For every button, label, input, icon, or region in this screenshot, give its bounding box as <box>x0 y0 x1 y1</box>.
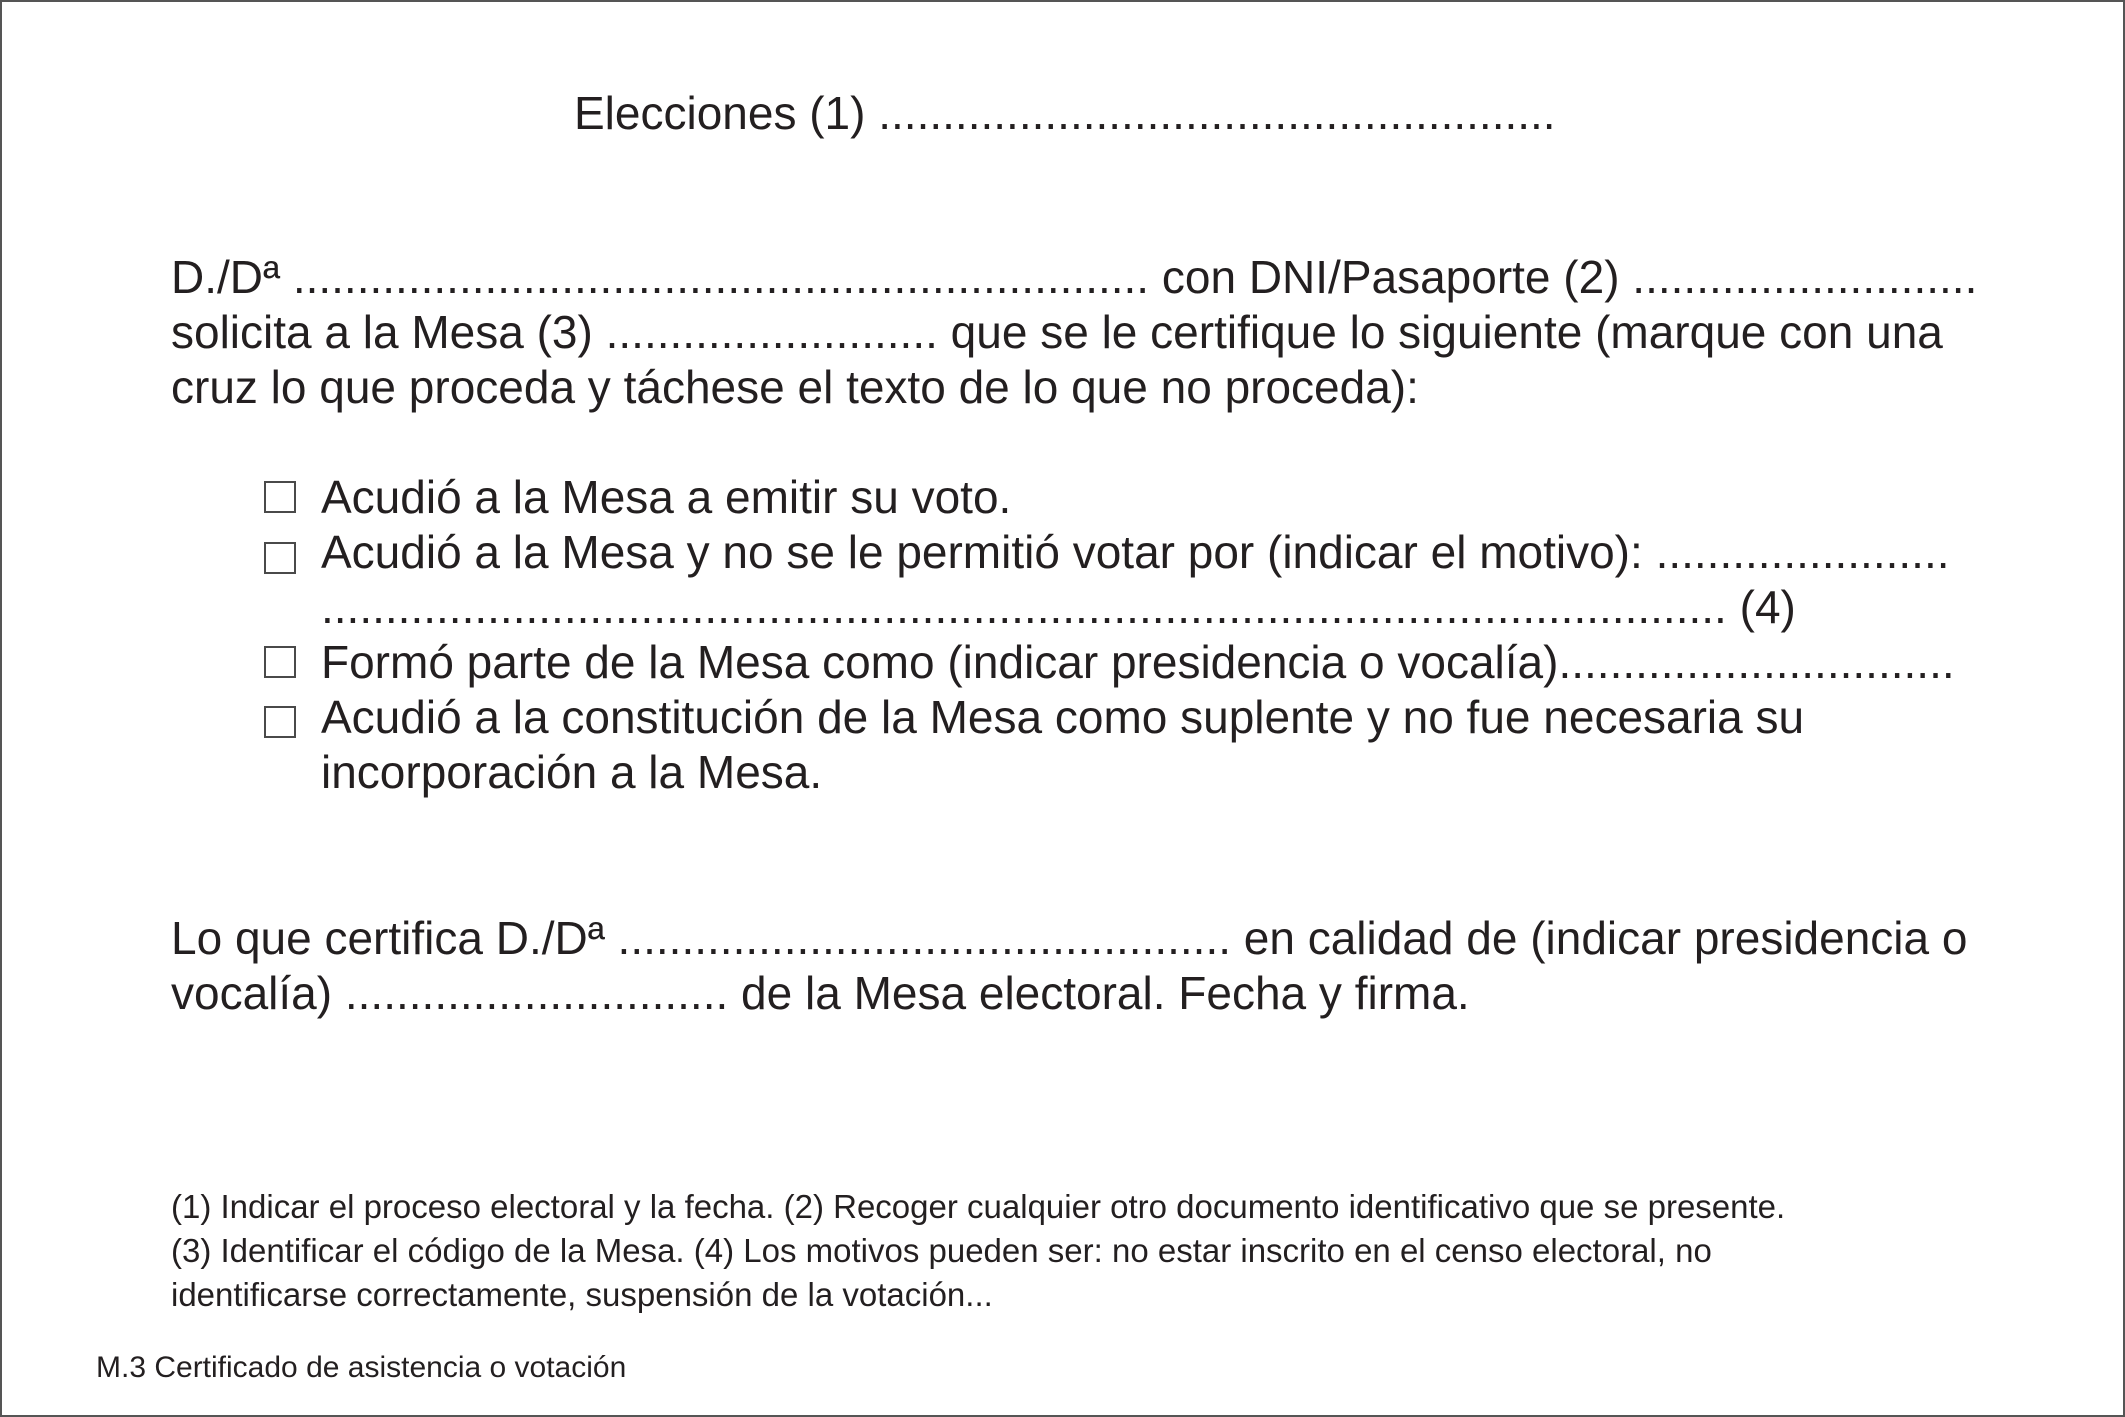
reason-continuation <box>321 581 1796 633</box>
option-mesa-member-label <box>321 636 1955 688</box>
role-blank[interactable]: ............................... <box>1558 636 1955 688</box>
footnote-ref-4: (4) <box>1726 581 1796 633</box>
checkbox-substitute[interactable] <box>264 706 296 738</box>
date-signature-label: de la Mesa electoral. Fecha y firma. <box>728 967 1470 1019</box>
footnote-line-2: (3) Identificar el código de la Mesa. (4) Los motivos pueden ser: no estar inscrito en el censo electoral, no <box>171 1232 1712 1269</box>
id-document-blank[interactable]: ........................... <box>1632 251 1978 303</box>
checkbox-mesa-member[interactable] <box>264 646 296 678</box>
option-voted-label: Acudió a la Mesa a emitir su voto. <box>321 471 1012 523</box>
reason-blank[interactable]: ....................... <box>1655 526 1950 578</box>
elections-title <box>574 87 1556 139</box>
id-document-label: con DNI/Pasaporte (2) <box>1149 251 1633 303</box>
applicant-label: D./Dª <box>171 251 293 303</box>
vocalia-label: vocalía) <box>171 967 345 1019</box>
capacity-line <box>171 967 1470 1019</box>
applicant-line <box>171 251 1978 303</box>
request-text: que se le certifique lo siguiente (marque con una <box>937 306 1943 358</box>
elections-label: Elecciones (1) <box>574 87 879 139</box>
mesa-label: solicita a la Mesa (3) <box>171 306 606 358</box>
applicant-name-blank[interactable]: ................................................................... <box>292 251 1150 303</box>
certification-line <box>171 912 1968 964</box>
option-substitute-label: Acudió a la constitución de la Mesa como suplente y no fue necesaria su <box>321 691 1805 743</box>
capacity-label: en calidad de (indicar presidencia o <box>1231 912 1968 964</box>
mesa-code-blank[interactable]: .......................... <box>605 306 938 358</box>
option-substitute-label-cont: incorporación a la Mesa. <box>321 746 823 798</box>
certifier-name-blank[interactable]: ................................................ <box>617 912 1231 964</box>
checkbox-not-allowed[interactable] <box>264 542 296 574</box>
option-not-allowed-label <box>321 526 1950 578</box>
footnote-line-1: (1) Indicar el proceso electoral y la fecha. (2) Recoger cualquier otro documento identificativo que se presente. <box>171 1188 1786 1225</box>
checkbox-voted[interactable] <box>264 481 296 513</box>
certifier-label: Lo que certifica D./Dª <box>171 912 618 964</box>
capacity-blank[interactable]: .............................. <box>344 967 729 1019</box>
reason-blank-continued[interactable]: .............................................................................................................. <box>321 581 1727 633</box>
form-caption: M.3 Certificado de asistencia o votación <box>96 1351 627 1384</box>
option-mesa-member-text: Formó parte de la Mesa como (indicar presidencia o vocalía) <box>321 636 1559 688</box>
footnote-line-3: identificarse correctamente, suspensión de la votación... <box>171 1276 993 1313</box>
request-line <box>171 306 1943 358</box>
option-not-allowed-text: Acudió a la Mesa y no se le permitió votar por (indicar el motivo): <box>321 526 1656 578</box>
instructions-line: cruz lo que proceda y táchese el texto de lo que no proceda): <box>171 361 1419 413</box>
elections-blank[interactable]: ..................................................... <box>878 87 1556 139</box>
